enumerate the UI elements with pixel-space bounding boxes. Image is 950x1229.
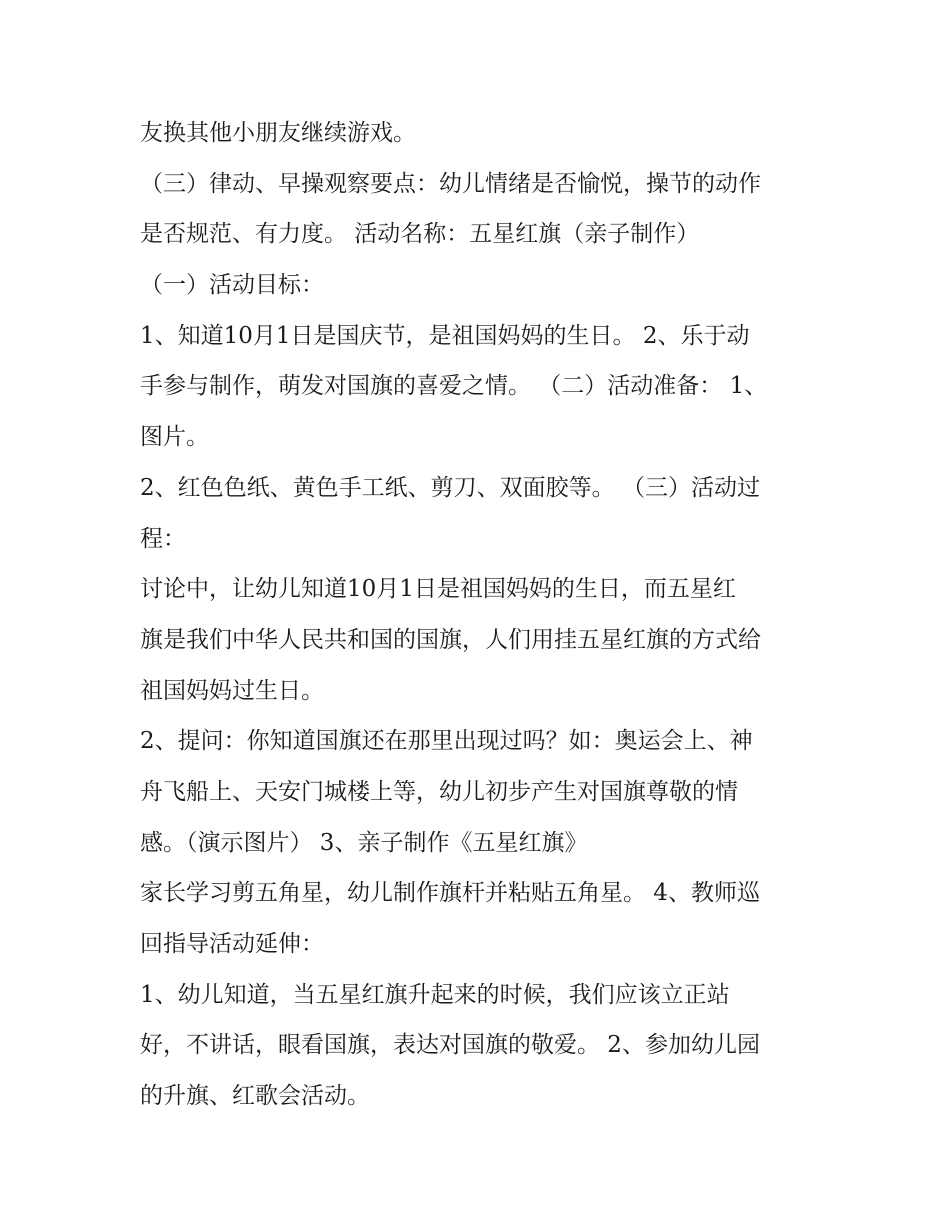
text-line: （一）活动目标： <box>140 272 324 299</box>
text-line: 是否规范、有力度。 活动名称：五星红旗（亲子制作） <box>140 221 700 248</box>
document-body <box>140 108 820 1122</box>
text-line: 图片。 <box>140 424 209 451</box>
text-line: 回指导活动延伸： <box>140 931 324 957</box>
text-line: 程： <box>140 525 186 552</box>
text-line: 感。（演示图片） 3、亲子制作《五星红旗》 <box>140 829 588 856</box>
text-line: 舟飞船上、天安门城楼上等，幼儿初步产生对国旗尊敬的情 <box>140 778 738 805</box>
text-line: 的升旗、红歌会活动。 <box>140 1083 370 1110</box>
text-line: 手参与制作，萌发对国旗的喜爱之情。 （二）活动准备： 1、 <box>140 373 768 400</box>
text-line: 旗是我们中华人民共和国的国旗，人们用挂五星红旗的方式给 <box>140 626 761 653</box>
text-line: 讨论中，让幼儿知道10月1日是祖国妈妈的生日，而五星红 <box>140 576 736 603</box>
text-line: 2、提问：你知道国旗还在那里出现过吗？如：奥运会上、神 <box>140 728 753 755</box>
text-line: 家长学习剪五角星，幼儿制作旗杆并粘贴五角星。 4、教师巡 <box>140 880 760 907</box>
text-line: 1、幼儿知道，当五星红旗升起来的时候，我们应该立正站 <box>140 981 730 1008</box>
text-line: 1、知道10月1日是国庆节，是祖国妈妈的生日。 2、乐于动 <box>140 322 750 349</box>
text-line: 好，不讲话，眼看国旗，表达对国旗的敬爱。 2、参加幼儿园 <box>140 1032 760 1059</box>
text-line: 友换其他小朋友继续游戏。 <box>140 120 416 146</box>
text-line: 祖国妈妈过生日。 <box>140 677 324 704</box>
text-line: （三）律动、早操观察要点：幼儿情绪是否愉悦，操节的动作 <box>140 170 761 197</box>
text-line: 2、红色色纸、黄色手工纸、剪刀、双面胶等。 （三）活动过 <box>140 474 760 501</box>
